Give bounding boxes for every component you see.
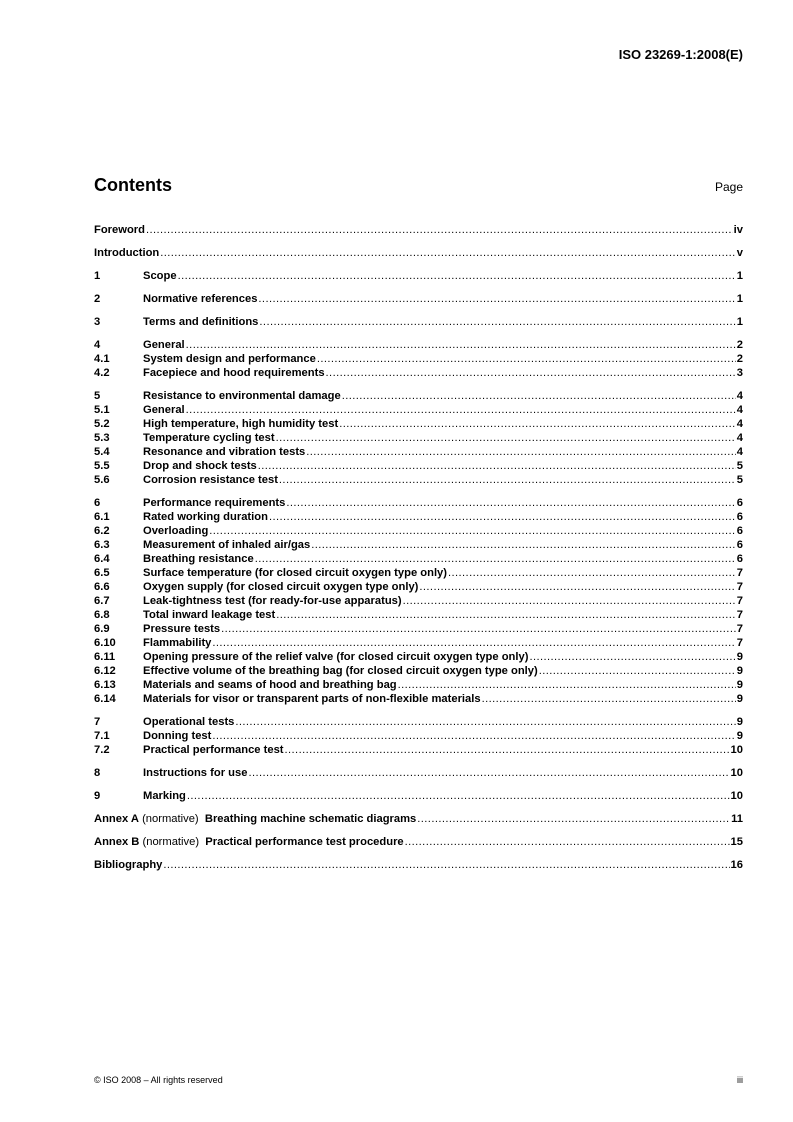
- toc-entry-page: 9: [736, 730, 743, 742]
- toc-entry-title-text: Materials for visor or transparent parts of non-flexible materials: [143, 693, 481, 705]
- toc-entry-page: 5: [736, 474, 743, 486]
- toc-entry-title: [143, 445, 305, 459]
- toc-entry[interactable]: [94, 812, 743, 826]
- toc-entry-page: iv: [733, 224, 743, 236]
- toc-entry-page: 6: [736, 497, 743, 509]
- toc-entry-title: [94, 223, 145, 237]
- toc-entry-title-text: Flammability: [143, 637, 212, 649]
- toc-entry-title-text: Practical performance test: [143, 744, 284, 756]
- dot-leader: [186, 338, 736, 352]
- toc-entry-title: [143, 664, 538, 678]
- dot-leader: [235, 715, 735, 729]
- toc-entry-page: 4: [736, 390, 743, 402]
- toc-entry-title: [94, 812, 416, 826]
- dot-leader: [186, 403, 736, 417]
- toc-entry-title-text: Bibliography: [94, 859, 163, 871]
- dot-leader: [339, 417, 736, 431]
- toc-entry-title: [143, 729, 211, 743]
- toc-entry-page: 10: [730, 744, 743, 756]
- toc-entry-title: [143, 552, 254, 566]
- toc-entry[interactable]: [94, 729, 743, 743]
- toc-entry[interactable]: [94, 538, 743, 552]
- toc-entry-title: [143, 608, 275, 622]
- toc-entry-number: 6.7: [94, 595, 110, 607]
- toc-entry-title: [143, 566, 447, 580]
- toc-entry-title: [143, 622, 220, 636]
- toc-entry-number: 6.14: [94, 693, 116, 705]
- dot-leader: [212, 729, 735, 743]
- dot-leader: [403, 594, 736, 608]
- toc-entry-title-text: Resonance and vibration tests: [143, 446, 306, 458]
- dot-leader: [405, 835, 730, 849]
- toc-entry-title-text: Scope: [143, 270, 177, 282]
- toc-entry[interactable]: [94, 678, 743, 692]
- toc-entry[interactable]: [94, 459, 743, 473]
- toc-entry[interactable]: [94, 269, 743, 283]
- toc-entry-title-text: High temperature, high humidity test: [143, 418, 339, 430]
- toc-entry-page: 7: [736, 637, 743, 649]
- dot-leader: [276, 608, 736, 622]
- toc-entry[interactable]: [94, 664, 743, 678]
- toc-entry-title-text: Terms and definitions: [143, 316, 259, 328]
- toc-entry-title: [143, 524, 208, 538]
- page-number: iii: [737, 1075, 743, 1085]
- dot-leader: [306, 445, 736, 459]
- toc-entry-title: [94, 246, 159, 260]
- dot-leader: [160, 246, 736, 260]
- toc-entry-page: 7: [736, 581, 743, 593]
- toc-entry-number: 7.2: [94, 744, 110, 756]
- toc-entry-title-text: Overloading: [143, 525, 209, 537]
- dot-leader: [259, 315, 735, 329]
- toc-entry-title-text: Donning test: [143, 730, 212, 742]
- toc-entry[interactable]: [94, 315, 743, 329]
- toc-entry-number: 6.8: [94, 609, 110, 621]
- toc-entry-title-text: Breathing resistance: [143, 553, 254, 565]
- toc-entry-title-text: Corrosion resistance test: [143, 474, 278, 486]
- dot-leader: [539, 664, 736, 678]
- toc-entry-page: 9: [736, 651, 743, 663]
- dot-leader: [269, 510, 736, 524]
- toc-entry-page: 7: [736, 567, 743, 579]
- toc-entry[interactable]: [94, 292, 743, 306]
- toc-entry-title-text: Performance requirements: [143, 497, 286, 509]
- dot-leader: [258, 459, 736, 473]
- toc-entry-title-text: Normative references: [143, 293, 258, 305]
- toc-entry[interactable]: [94, 246, 743, 260]
- toc-entry-title-text: General: [143, 339, 185, 351]
- toc-entry-page: 2: [736, 339, 743, 351]
- toc-entry-title-text: Annex A: [94, 813, 139, 825]
- toc-entry[interactable]: [94, 223, 743, 237]
- contents-title: Contents: [94, 175, 172, 195]
- toc-entry[interactable]: [94, 789, 743, 803]
- toc-entry[interactable]: [94, 496, 743, 510]
- toc-entry-page: 2: [736, 353, 743, 365]
- toc-entry-title-text: General: [143, 404, 185, 416]
- toc-entry-title-text: Resistance to environmental damage: [143, 390, 341, 402]
- toc-entry[interactable]: [94, 510, 743, 524]
- toc-entry-title: [143, 692, 481, 706]
- toc-entry-title-text: Operational tests: [143, 716, 235, 728]
- toc-entry-title-text: Total inward leakage test: [143, 609, 276, 621]
- dot-leader: [417, 812, 730, 826]
- toc-entry-number: 5.3: [94, 432, 110, 444]
- toc-entry-title: [143, 650, 528, 664]
- toc-entry-page: 9: [736, 665, 743, 677]
- toc-entry-number: 5.4: [94, 446, 110, 458]
- dot-leader: [448, 566, 736, 580]
- toc-entry-title: [94, 835, 404, 849]
- toc-entry-title: [143, 636, 211, 650]
- toc-entry[interactable]: [94, 650, 743, 664]
- toc-entry-page: 7: [736, 595, 743, 607]
- toc-entry-title-text: Rated working duration: [143, 511, 268, 523]
- toc-entry-title-text: Annex B: [94, 836, 140, 848]
- toc-entry[interactable]: [94, 338, 743, 352]
- dot-leader: [529, 650, 735, 664]
- toc-entry[interactable]: [94, 858, 743, 872]
- toc-entry-title-text: Introduction: [94, 247, 160, 259]
- toc-entry[interactable]: [94, 389, 743, 403]
- toc-entry-title: [143, 315, 258, 329]
- toc-entry-number: 6.5: [94, 567, 110, 579]
- dot-leader: [276, 431, 736, 445]
- toc-entry-number: 6.13: [94, 679, 116, 691]
- toc-entry-title: [143, 580, 418, 594]
- toc-entry[interactable]: [94, 766, 743, 780]
- toc-entry-title: [143, 678, 397, 692]
- toc-entry-title: [143, 789, 186, 803]
- toc-entry-number: 3: [94, 316, 101, 328]
- toc-entry-title-text: Pressure tests: [143, 623, 221, 635]
- toc-entry-page: 6: [736, 539, 743, 551]
- toc-entry-number: 6.6: [94, 581, 110, 593]
- annex-title-text: Practical performance test procedure: [202, 836, 404, 848]
- toc-entry[interactable]: [94, 594, 743, 608]
- toc-entry[interactable]: [94, 366, 743, 380]
- annex-normative-label: (normative): [138, 813, 202, 825]
- annex-normative-label: (normative): [139, 836, 203, 848]
- toc-entry[interactable]: [94, 715, 743, 729]
- toc-entry-number: 4.2: [94, 367, 110, 379]
- toc-entry-number: 6.9: [94, 623, 110, 635]
- toc-entry-title: [143, 510, 268, 524]
- toc-entry-page: 6: [736, 525, 743, 537]
- dot-leader: [342, 389, 736, 403]
- toc-entry-title: [143, 403, 185, 417]
- toc-entry-title: [143, 766, 247, 780]
- dot-leader: [311, 538, 736, 552]
- toc-entry-number: 6.10: [94, 637, 116, 649]
- dot-leader: [212, 636, 735, 650]
- toc-entry-number: 6.12: [94, 665, 116, 677]
- toc-entry-number: 5.2: [94, 418, 110, 430]
- toc-entry[interactable]: [94, 580, 743, 594]
- dot-leader: [285, 743, 730, 757]
- toc-entry-page: 15: [730, 836, 743, 848]
- toc-entry-title: [143, 431, 275, 445]
- toc-entry[interactable]: [94, 835, 743, 849]
- toc-entry-page: 7: [736, 623, 743, 635]
- toc-entry[interactable]: [94, 636, 743, 650]
- toc-entry-page: v: [736, 247, 743, 259]
- toc-entry-number: 6.2: [94, 525, 110, 537]
- dot-leader: [146, 223, 733, 237]
- toc-entry-page: 4: [736, 446, 743, 458]
- toc-entry-title-text: Materials and seams of hood and breathing bag: [143, 679, 397, 691]
- dot-leader: [255, 552, 736, 566]
- dot-leader: [482, 692, 736, 706]
- toc-entry[interactable]: [94, 743, 743, 757]
- toc-entry-page: 10: [730, 790, 743, 802]
- toc-entry-page: 11: [731, 813, 743, 825]
- toc-entry-number: 6.11: [94, 651, 116, 663]
- dot-leader: [398, 678, 736, 692]
- toc-entry-title: [94, 858, 162, 872]
- toc-entry-title-text: Surface temperature (for closed circuit oxygen type only): [143, 567, 448, 579]
- dot-leader: [163, 858, 729, 872]
- toc-entry-title: [143, 594, 402, 608]
- toc-entry-title-text: Instructions for use: [143, 767, 248, 779]
- toc-entry-number: 2: [94, 293, 101, 305]
- toc-entry-page: 1: [736, 293, 743, 305]
- toc-entry-page: 9: [736, 693, 743, 705]
- toc-entry-page: 9: [736, 679, 743, 691]
- toc-entry[interactable]: [94, 524, 743, 538]
- toc-entry[interactable]: [94, 431, 743, 445]
- toc-entry-title: [143, 417, 338, 431]
- document-id: ISO 23269-1:2008(E): [618, 47, 743, 62]
- toc-entry-page: 4: [736, 404, 743, 416]
- toc-entry-title: [143, 292, 257, 306]
- toc-entry-title: [143, 459, 257, 473]
- toc-entry[interactable]: [94, 473, 743, 487]
- toc-entry[interactable]: [94, 622, 743, 636]
- toc-entry-title-text: Oxygen supply (for closed circuit oxygen type only): [143, 581, 419, 593]
- toc-entry-number: 1: [94, 270, 101, 282]
- toc-entry[interactable]: [94, 692, 743, 706]
- toc-entry[interactable]: [94, 552, 743, 566]
- toc-entry[interactable]: [94, 445, 743, 459]
- toc-entry-page: 1: [736, 270, 743, 282]
- dot-leader: [286, 496, 735, 510]
- toc-entry-number: 7: [94, 716, 101, 728]
- toc-entry-title-text: Effective volume of the breathing bag (for closed circuit oxygen type only): [143, 665, 538, 677]
- toc-entry-title-text: System design and performance: [143, 353, 316, 365]
- annex-title-text: Breathing machine schematic diagrams: [201, 813, 417, 825]
- dot-leader: [178, 269, 736, 283]
- dot-leader: [419, 580, 735, 594]
- toc-entry-number: 9: [94, 790, 101, 802]
- dot-leader: [209, 524, 735, 538]
- toc-entry-title-text: Temperature cycling test: [143, 432, 275, 444]
- toc-entry-page: 4: [736, 418, 743, 430]
- table-of-contents: [94, 223, 743, 872]
- toc-entry-number: 6: [94, 497, 101, 509]
- toc-entry-title-text: Facepiece and hood requirements: [143, 367, 325, 379]
- toc-entry-title-text: Foreword: [94, 224, 145, 236]
- toc-entry-title: [143, 338, 185, 352]
- toc-entry-number: 7.1: [94, 730, 110, 742]
- toc-entry-page: 6: [736, 553, 743, 565]
- toc-entry-page: 6: [736, 511, 743, 523]
- toc-entry-title: [143, 496, 285, 510]
- toc-entry-title: [143, 269, 177, 283]
- dot-leader: [258, 292, 735, 306]
- toc-entry-page: 16: [730, 859, 743, 871]
- toc-entry[interactable]: [94, 403, 743, 417]
- toc-entry-number: 6.1: [94, 511, 110, 523]
- toc-entry-title: [143, 715, 234, 729]
- toc-entry-title: [143, 366, 325, 380]
- toc-entry[interactable]: [94, 352, 743, 366]
- page-column-label: Page: [714, 180, 743, 194]
- toc-entry-number: 4: [94, 339, 101, 351]
- toc-entry-number: 5.5: [94, 460, 110, 472]
- toc-entry-title-text: Measurement of inhaled air/gas: [143, 539, 311, 551]
- toc-entry-number: 8: [94, 767, 101, 779]
- toc-entry-number: 5.6: [94, 474, 110, 486]
- toc-entry[interactable]: [94, 417, 743, 431]
- dot-leader: [248, 766, 729, 780]
- toc-entry-title-text: Drop and shock tests: [143, 460, 257, 472]
- toc-entry-title: [143, 743, 284, 757]
- toc-entry-page: 10: [730, 767, 743, 779]
- toc-entry-page: 5: [736, 460, 743, 472]
- dot-leader: [326, 366, 736, 380]
- toc-entry-page: 7: [736, 609, 743, 621]
- dot-leader: [279, 473, 736, 487]
- copyright-notice: © ISO 2008 – All rights reserved: [94, 1075, 223, 1085]
- toc-entry-title-text: Opening pressure of the relief valve (for closed circuit oxygen type only): [143, 651, 529, 663]
- toc-entry-title-text: Marking: [143, 790, 186, 802]
- toc-entry-page: 3: [736, 367, 743, 379]
- dot-leader: [317, 352, 736, 366]
- dot-leader: [187, 789, 730, 803]
- toc-entry-number: 5.1: [94, 404, 110, 416]
- toc-entry-page: 1: [736, 316, 743, 328]
- toc-entry-title-text: Leak-tightness test (for ready-for-use apparatus): [143, 595, 402, 607]
- toc-entry-number: 4.1: [94, 353, 110, 365]
- toc-entry-number: 5: [94, 390, 101, 402]
- toc-entry[interactable]: [94, 608, 743, 622]
- toc-entry-title: [143, 473, 278, 487]
- toc-entry-page: 9: [736, 716, 743, 728]
- toc-entry-number: 6.3: [94, 539, 110, 551]
- toc-entry-page: 4: [736, 432, 743, 444]
- toc-entry-number: 6.4: [94, 553, 110, 565]
- toc-entry-title: [143, 538, 310, 552]
- toc-entry-title: [143, 352, 316, 366]
- toc-entry-title: [143, 389, 341, 403]
- toc-entry[interactable]: [94, 566, 743, 580]
- dot-leader: [221, 622, 736, 636]
